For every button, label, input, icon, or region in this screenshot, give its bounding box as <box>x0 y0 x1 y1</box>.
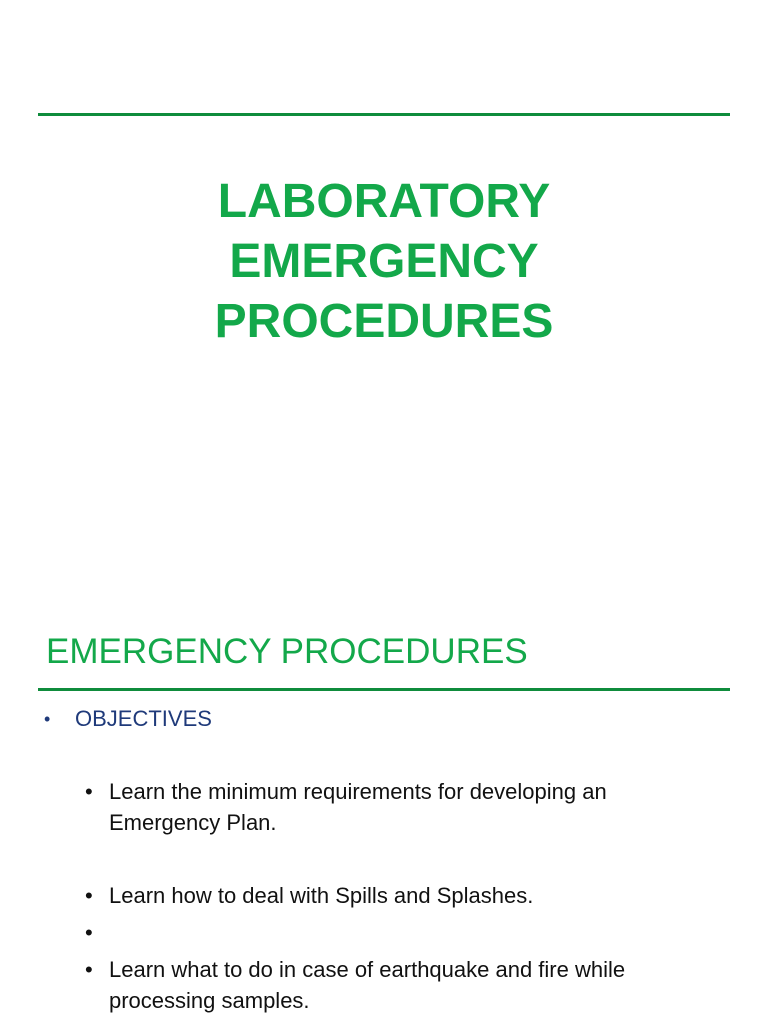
objective-item-2-line-1: Learn how to deal with Spills and Splashes. <box>109 883 534 908</box>
bullet-dot: • <box>85 957 93 982</box>
bullet-dot: • <box>85 779 93 804</box>
objectives-label: OBJECTIVES <box>75 706 212 731</box>
bullet-dot: • <box>44 709 51 729</box>
objective-item-1-line-2: Emergency Plan. <box>109 810 277 835</box>
title-line-2: EMERGENCY <box>229 235 539 288</box>
section-heading: EMERGENCY PROCEDURES <box>46 632 528 671</box>
title-line-1: LABORATORY <box>217 175 551 228</box>
objective-item-1-line-1: Learn the minimum requirements for developing an <box>109 779 607 804</box>
bullet-dot: • <box>85 883 93 908</box>
title-line-3: PROCEDURES <box>214 295 554 348</box>
objective-item-4-line-2: processing samples. <box>109 988 310 1013</box>
title-slide-heading <box>0 172 768 352</box>
objective-item-4-line-1: Learn what to do in case of earthquake and fire while <box>109 957 626 982</box>
bullet-dot: • <box>85 920 93 945</box>
top-divider-line <box>38 113 730 116</box>
heading-divider-line <box>38 688 730 691</box>
